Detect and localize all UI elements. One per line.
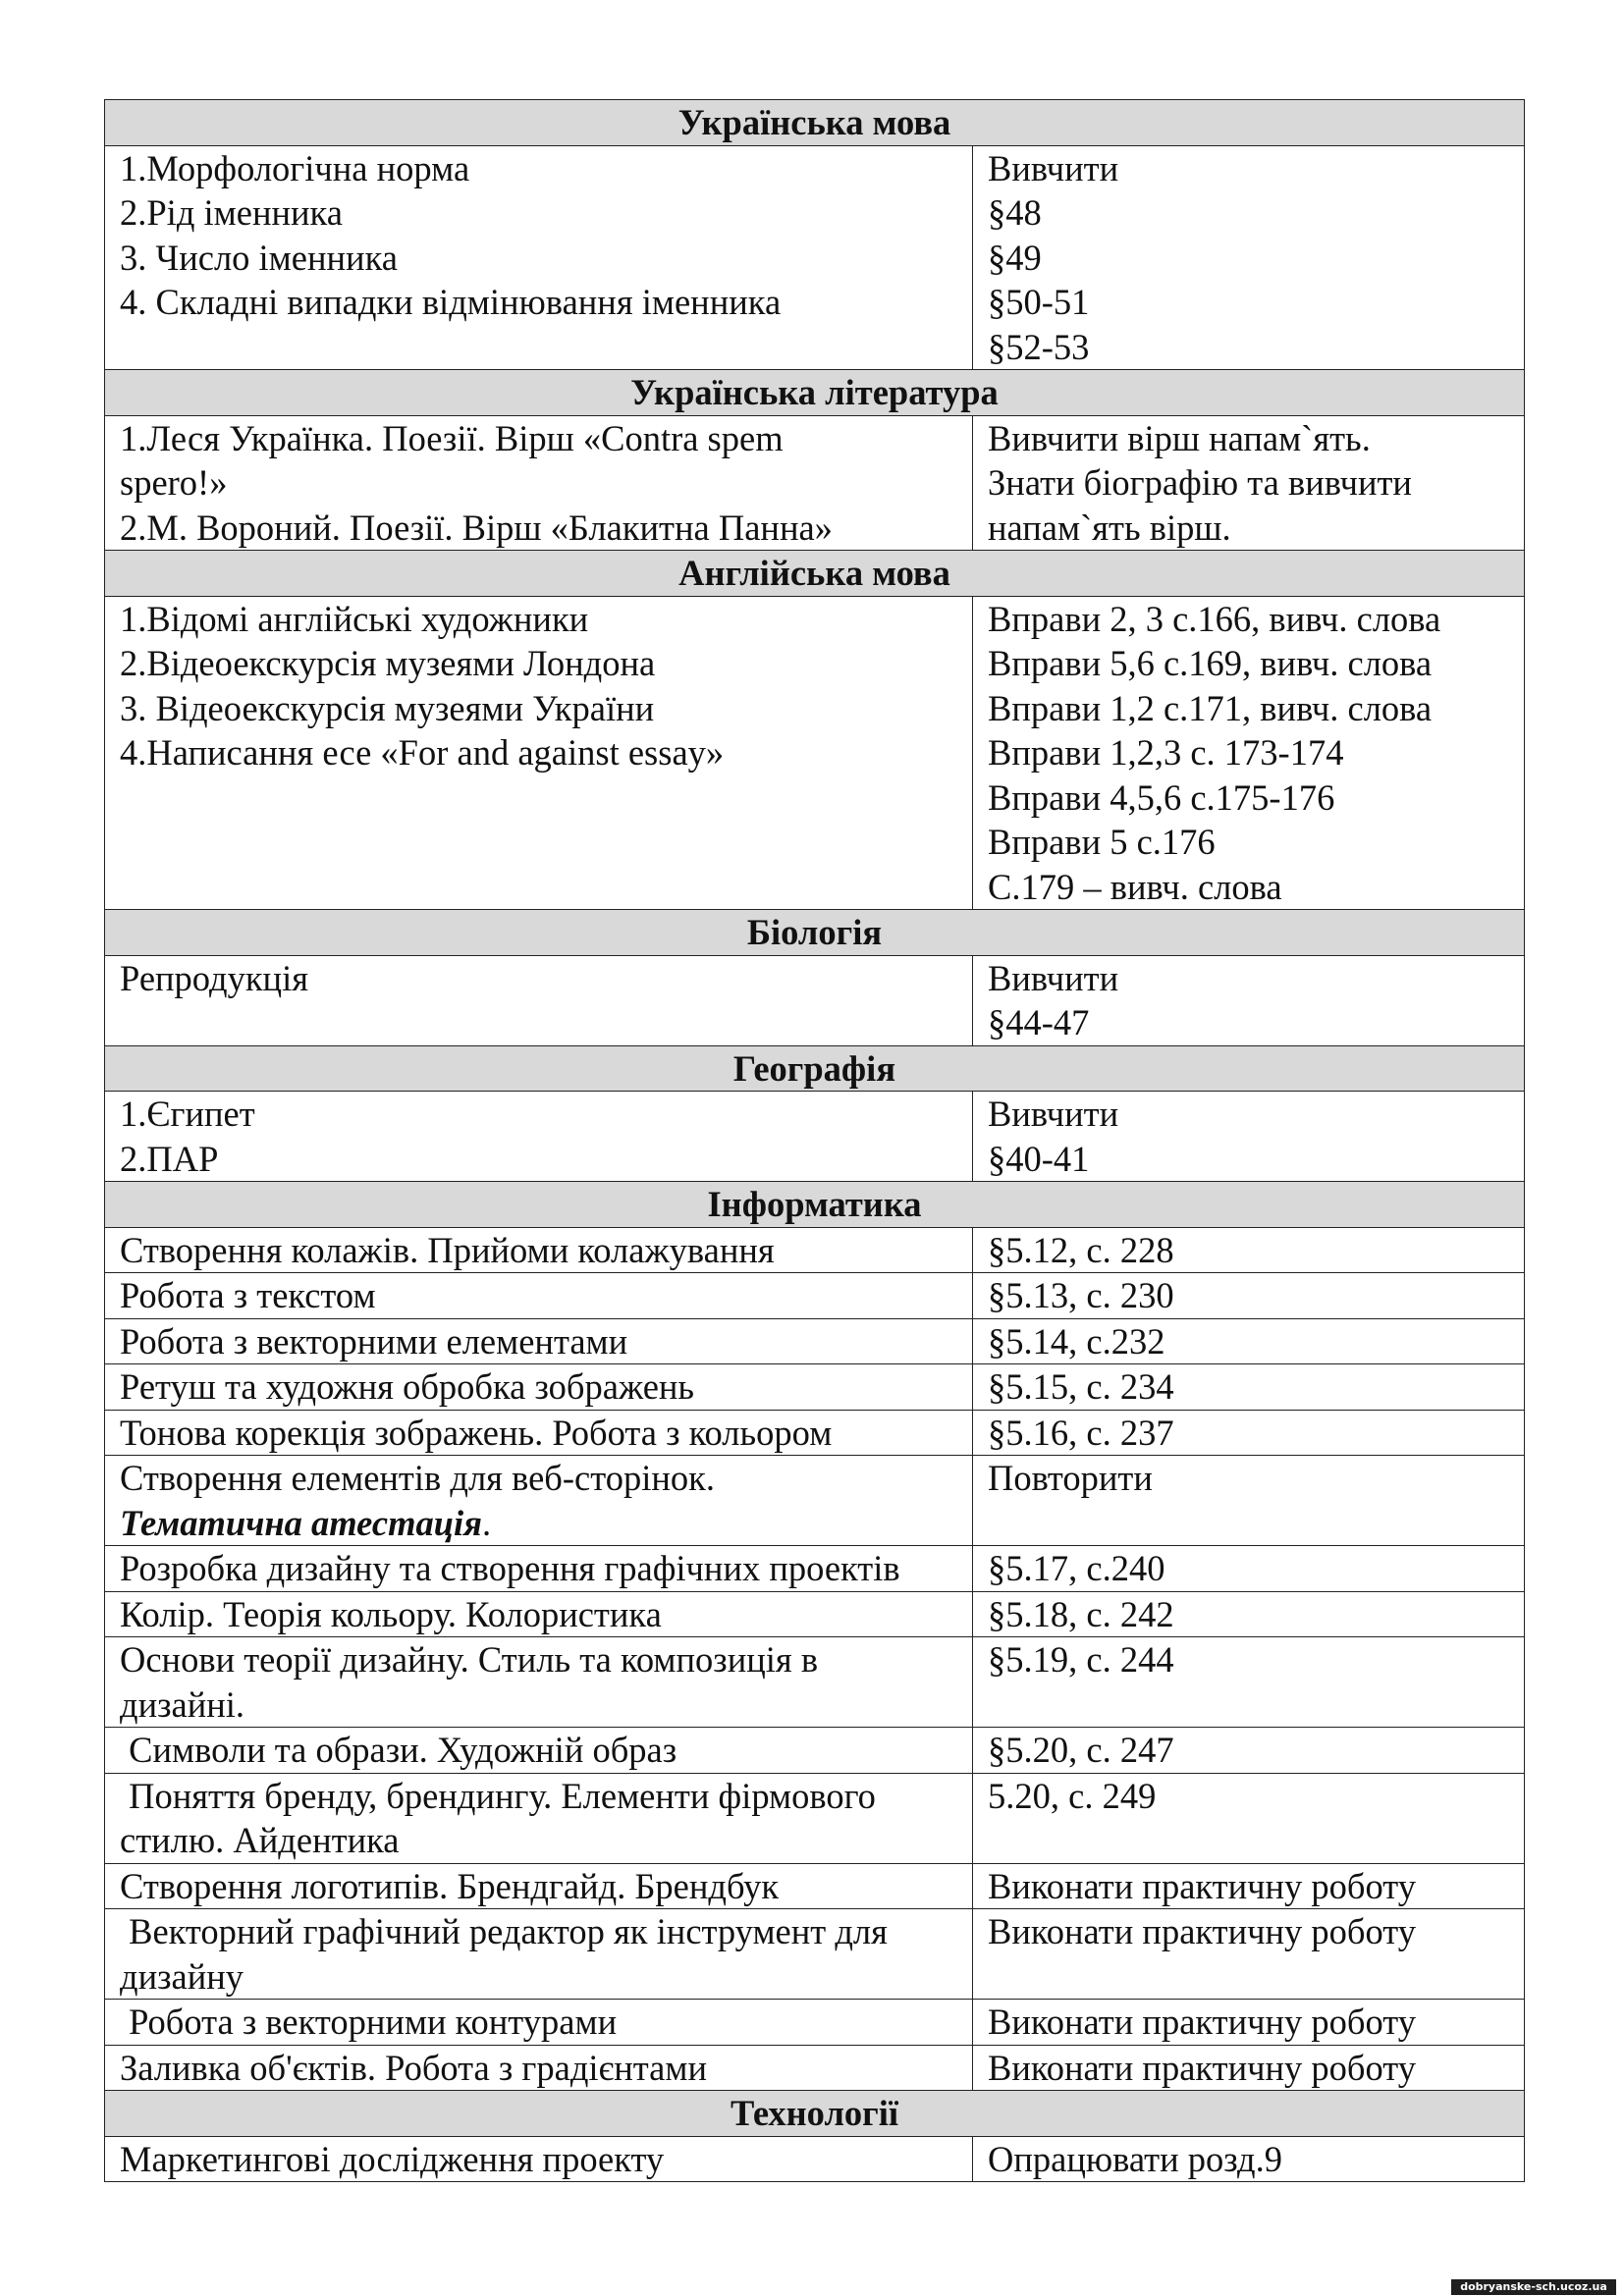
topic-cell <box>105 2136 973 2182</box>
section-title: Українська мова <box>105 100 1525 146</box>
section-header-row <box>105 1182 1525 1228</box>
task-cell <box>973 2136 1525 2182</box>
topic-line: 4. Складні випадки відмінювання іменника <box>120 282 782 322</box>
task-cell <box>973 1909 1525 2000</box>
task-line: §5.15, с. 234 <box>988 1366 1174 1407</box>
table-row <box>105 2136 1525 2182</box>
section-title: Біологія <box>105 910 1525 956</box>
section-header-row <box>105 370 1525 416</box>
topic-cell <box>105 415 973 551</box>
table-row <box>105 1456 1525 1546</box>
task-line: Вивчити вірш напам`ять. <box>988 417 1371 458</box>
table-row <box>105 1637 1525 1728</box>
task-line: §50-51 <box>988 282 1090 322</box>
section-header-row <box>105 2091 1525 2137</box>
task-line: 5.20, с. 249 <box>988 1775 1157 1816</box>
task-line: Вивчити <box>988 147 1119 188</box>
topic-cell <box>105 2000 973 2046</box>
task-cell <box>973 1227 1525 1273</box>
attestation-note-tail: . <box>481 1502 492 1543</box>
task-line: Вивчити <box>988 1094 1119 1134</box>
table-row <box>105 1273 1525 1319</box>
section-header-row <box>105 100 1525 146</box>
topic-line: 1.Єгипет <box>120 1094 255 1134</box>
task-cell <box>973 1863 1525 1909</box>
topic-cell <box>105 955 973 1045</box>
assignment-table-body <box>105 100 1525 2182</box>
topic-line: Колір. Теорія кольору. Колористика <box>120 1593 662 1634</box>
topic-line: Робота з текстом <box>120 1275 376 1315</box>
topic-cell <box>105 1909 973 2000</box>
assignment-table <box>104 99 1525 2182</box>
task-cell <box>973 1773 1525 1863</box>
table-row <box>105 955 1525 1045</box>
topic-line: 2.Рід іменника <box>120 192 343 233</box>
topic-cell <box>105 1591 973 1637</box>
topic-line: 2.Відеоекскурсія музеями Лондона <box>120 643 656 683</box>
section-title: Технології <box>105 2091 1525 2137</box>
task-line: §5.12, с. 228 <box>988 1229 1174 1270</box>
task-line: §5.14, с.232 <box>988 1320 1165 1362</box>
task-line: С.179 – вивч. слова <box>988 866 1282 907</box>
task-line: §5.20, с. 247 <box>988 1730 1174 1770</box>
attestation-note: Тематична атестація <box>120 1502 482 1543</box>
topic-cell <box>105 1364 973 1411</box>
section-title: Географія <box>105 1045 1525 1092</box>
topic-line <box>120 1501 966 1546</box>
task-line: Виконати практичну роботу <box>988 1911 1416 1951</box>
table-row <box>105 1773 1525 1863</box>
topic-line: Маркетингові дослідження проекту <box>120 2138 665 2179</box>
task-line: Виконати практичну роботу <box>988 2002 1416 2042</box>
topic-cell <box>105 145 973 370</box>
topic-cell <box>105 1773 973 1863</box>
topic-line: Заливка об'єктів. Робота з градієнтами <box>120 2047 707 2088</box>
topic-line: Символи та образи. Художній образ <box>120 1730 677 1770</box>
task-line: Виконати практичну роботу <box>988 1865 1416 1906</box>
topic-cell <box>105 596 973 910</box>
table-row <box>105 1410 1525 1456</box>
topic-line: 3. Число іменника <box>120 237 398 278</box>
topic-line: 1.Морфологічна норма <box>120 147 470 188</box>
topic-cell <box>105 1227 973 1273</box>
table-row <box>105 415 1525 551</box>
task-line: Вправи 5 с.176 <box>988 822 1216 862</box>
task-cell <box>973 2000 1525 2046</box>
task-line: §44-47 <box>988 1002 1090 1042</box>
task-cell <box>973 1273 1525 1319</box>
topic-cell <box>105 1318 973 1364</box>
task-line: напам`ять вірш. <box>988 507 1231 548</box>
table-row <box>105 145 1525 370</box>
topic-line: Створення колажів. Прийоми колажування <box>120 1229 775 1270</box>
section-title: Українська література <box>105 370 1525 416</box>
topic-line: 3. Відеоекскурсія музеями України <box>120 687 655 728</box>
task-line: §5.18, с. 242 <box>988 1593 1174 1634</box>
topic-line: дизайні. <box>120 1683 245 1725</box>
topic-cell <box>105 1410 973 1456</box>
table-row <box>105 596 1525 910</box>
task-cell <box>973 1410 1525 1456</box>
topic-line: 2.М. Вороний. Поезії. Вірш «Блакитна Панна» <box>120 507 833 548</box>
table-row <box>105 1591 1525 1637</box>
task-line: Вправи 1,2 с.171, вивч. слова <box>988 687 1433 728</box>
site-watermark: dobryanske-sch.ucoz.ua <box>1451 2279 1616 2295</box>
task-cell <box>973 1364 1525 1411</box>
task-cell <box>973 1591 1525 1637</box>
task-line: Вправи 2, 3 с.166, вивч. слова <box>988 598 1441 639</box>
task-line: Знати біографію та вивчити <box>988 462 1412 503</box>
table-row <box>105 1092 1525 1182</box>
topic-line: Векторний графічний редактор як інструмент для <box>120 1911 888 1951</box>
task-line: Вправи 5,6 с.169, вивч. слова <box>988 643 1433 683</box>
table-row <box>105 1227 1525 1273</box>
topic-cell <box>105 1092 973 1182</box>
section-header-row <box>105 551 1525 597</box>
task-cell <box>973 415 1525 551</box>
table-row <box>105 2000 1525 2046</box>
task-cell <box>973 955 1525 1045</box>
topic-cell <box>105 1273 973 1319</box>
task-line: §40-41 <box>988 1138 1090 1179</box>
topic-line: 1.Відомі англійські художники <box>120 598 589 639</box>
topic-line: Створення елементів для веб-сторінок. <box>120 1458 715 1498</box>
topic-cell <box>105 1728 973 1774</box>
topic-line: Робота з векторними елементами <box>120 1320 628 1362</box>
topic-line: стилю. Айдентика <box>120 1820 400 1860</box>
topic-cell <box>105 1637 973 1728</box>
topic-cell <box>105 1456 973 1546</box>
topic-line: дизайну <box>120 1955 244 1997</box>
task-cell <box>973 596 1525 910</box>
task-line: §5.16, с. 237 <box>988 1412 1174 1453</box>
table-row <box>105 1863 1525 1909</box>
task-cell <box>973 1546 1525 1592</box>
topic-line: Основи теорії дизайну. Стиль та композиція в <box>120 1639 819 1680</box>
topic-line: Робота з векторними контурами <box>120 2002 618 2042</box>
topic-line: Репродукція <box>120 957 309 998</box>
task-line: §49 <box>988 237 1042 278</box>
task-cell <box>973 1318 1525 1364</box>
task-line: Вправи 4,5,6 с.175-176 <box>988 776 1335 818</box>
task-cell <box>973 1092 1525 1182</box>
section-title: Англійська мова <box>105 551 1525 597</box>
topic-line: 2.ПАР <box>120 1138 219 1179</box>
task-line: Виконати практичну роботу <box>988 2047 1416 2088</box>
topic-line: Ретуш та художня обробка зображень <box>120 1366 695 1407</box>
task-line: §48 <box>988 192 1042 233</box>
topic-cell <box>105 1863 973 1909</box>
task-cell <box>973 1456 1525 1546</box>
section-header-row <box>105 1045 1525 1092</box>
topic-line: spero!» <box>120 462 228 503</box>
table-row <box>105 2045 1525 2091</box>
topic-line: 4.Написання есе «For and against essay» <box>120 732 725 773</box>
task-line: Вправи 1,2,3 с. 173-174 <box>988 732 1344 773</box>
task-line: §5.17, с.240 <box>988 1548 1165 1588</box>
table-row <box>105 1364 1525 1411</box>
topic-line: Розробка дизайну та створення графічних проектів <box>120 1548 900 1588</box>
table-row <box>105 1728 1525 1774</box>
topic-line: 1.Леся Українка. Поезії. Вірш «Contra spem <box>120 417 784 458</box>
task-line: Вивчити <box>988 957 1119 998</box>
table-row <box>105 1318 1525 1364</box>
task-line: §5.13, с. 230 <box>988 1275 1174 1315</box>
topic-cell <box>105 2045 973 2091</box>
topic-line: Тонова корекція зображень. Робота з кольором <box>120 1412 833 1453</box>
table-row <box>105 1546 1525 1592</box>
section-header-row <box>105 910 1525 956</box>
topic-line: Створення логотипів. Брендгайд. Брендбук <box>120 1865 780 1906</box>
table-row <box>105 1909 1525 2000</box>
task-line: §52-53 <box>988 326 1090 367</box>
task-cell <box>973 1637 1525 1728</box>
topic-line: Поняття бренду, брендингу. Елементи фірмового <box>120 1775 876 1816</box>
task-line: Повторити <box>988 1458 1153 1498</box>
task-line: Опрацювати розд.9 <box>988 2138 1282 2179</box>
task-cell <box>973 145 1525 370</box>
task-cell <box>973 2045 1525 2091</box>
section-title: Інформатика <box>105 1182 1525 1228</box>
task-line: §5.19, с. 244 <box>988 1639 1174 1680</box>
task-cell <box>973 1728 1525 1774</box>
topic-cell <box>105 1546 973 1592</box>
